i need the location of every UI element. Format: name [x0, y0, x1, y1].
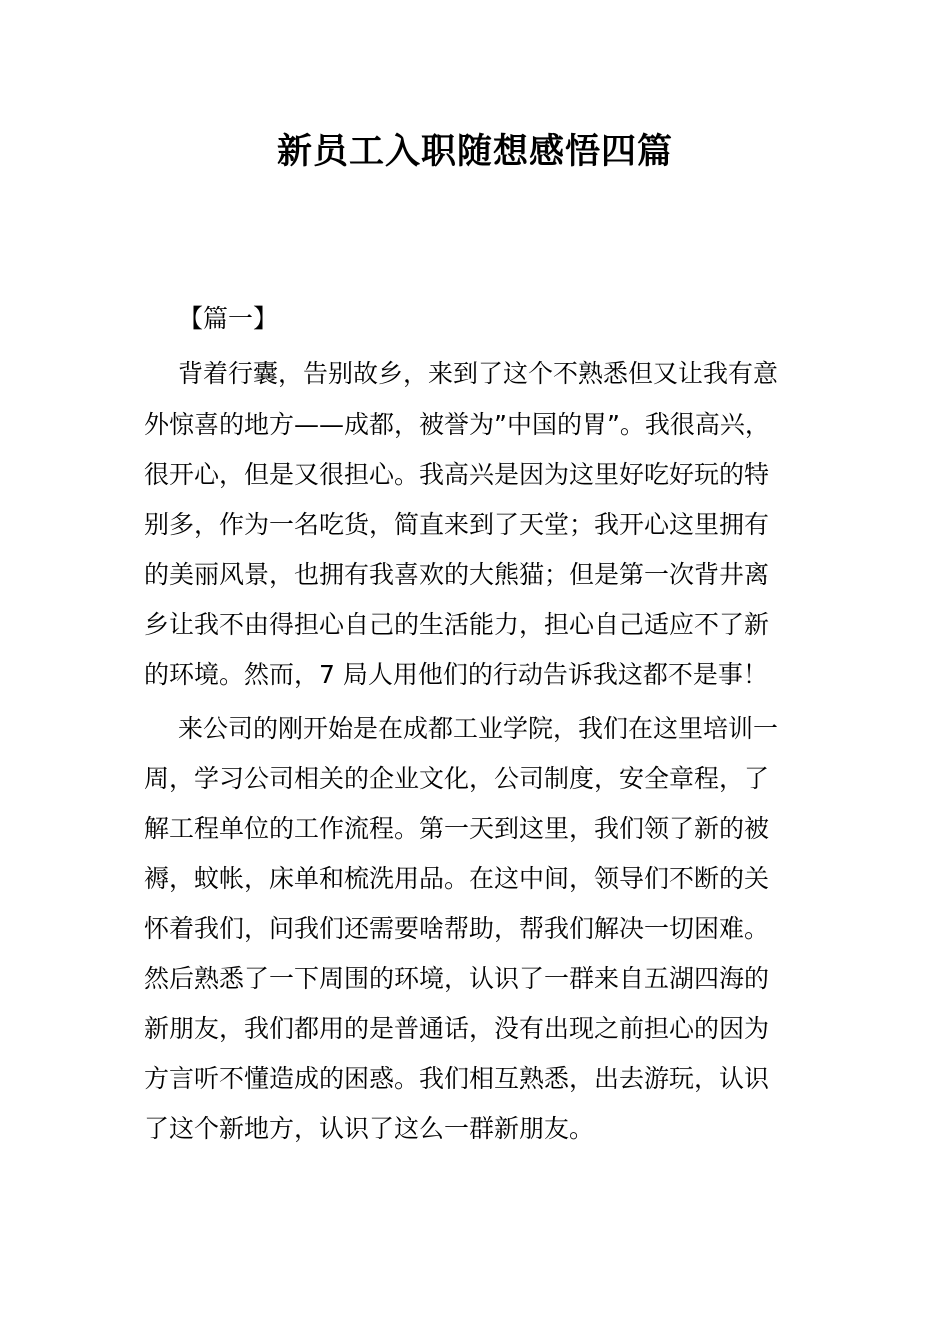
paragraph-line: 的环境。然而，7 局人用他们的行动告诉我这都不是事！: [144, 660, 768, 689]
paragraph-line: 方言听不懂造成的困惑。我们相互熟悉，出去游玩，认识: [144, 1064, 770, 1093]
paragraph-line: 怀着我们，问我们还需要啥帮助，帮我们解决一切困难。: [144, 914, 770, 943]
paragraph-line: 乡让我不由得担心自己的生活能力，担心自己适应不了新: [144, 610, 770, 639]
paragraph-line: 的美丽风景，也拥有我喜欢的大熊猫；但是第一次背井离: [144, 560, 770, 589]
paragraph-line: 来公司的刚开始是在成都工业学院，我们在这里培训一: [178, 714, 779, 743]
paragraph-line: 解工程单位的工作流程。第一天到这里，我们领了新的被: [144, 814, 770, 843]
section-label: 【篇一】: [178, 304, 279, 333]
paragraph-line: 然后熟悉了一下周围的环境，认识了一群来自五湖四海的: [144, 964, 770, 993]
paragraph-line: 背着行囊，告别故乡，来到了这个不熟悉但又让我有意: [178, 359, 779, 388]
document-title: 新员工入职随想感悟四篇: [276, 132, 673, 172]
paragraph-line: 外惊喜的地方——成都，被誉为”中国的胃”。我很高兴，: [144, 410, 770, 439]
paragraph-line: 新朋友，我们都用的是普通话，没有出现之前担心的因为: [144, 1014, 770, 1043]
paragraph-line: 很开心，但是又很担心。我高兴是因为这里好吃好玩的特: [144, 460, 770, 489]
paragraph-line: 别多，作为一名吃货，简直来到了天堂；我开心这里拥有: [144, 510, 770, 539]
paragraph-line: 褥，蚊帐，床单和梳洗用品。在这中间，领导们不断的关: [144, 864, 770, 893]
paragraph-line: 周，学习公司相关的企业文化，公司制度，安全章程，了: [144, 764, 770, 793]
paragraph-line: 了这个新地方，认识了这么一群新朋友。: [144, 1114, 595, 1143]
